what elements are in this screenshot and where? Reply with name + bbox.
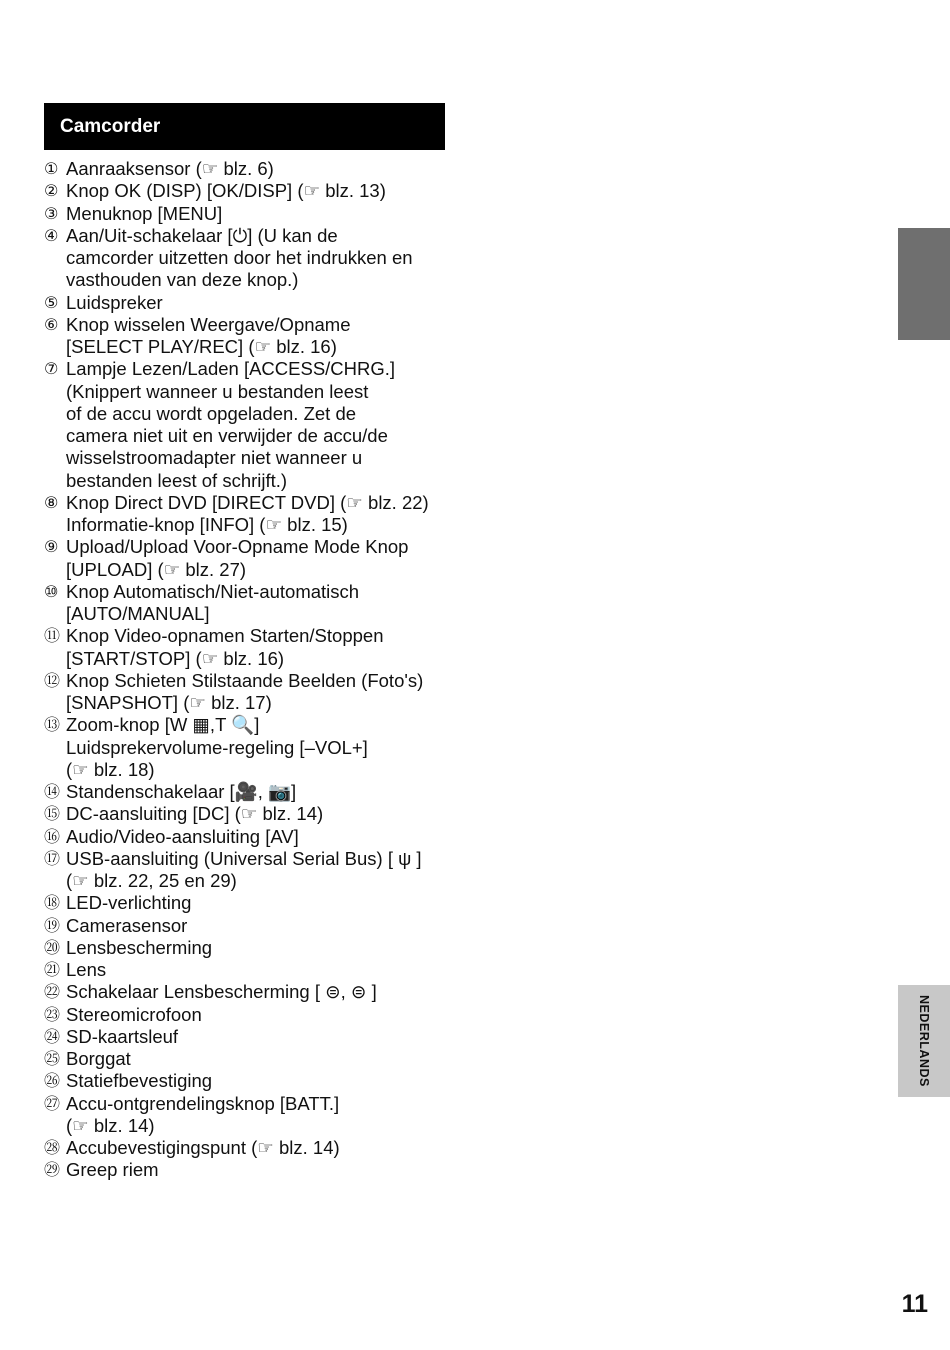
item-text [66,803,454,825]
item-number: ㉙ [44,1160,61,1180]
list-item [44,1004,454,1026]
item-text [66,848,454,893]
item-number: ③ [44,203,59,223]
item-number: ⑧ [44,492,59,512]
list-item [44,826,454,848]
item-text [66,1004,454,1026]
item-text-line: Statiefbevestiging [66,1070,213,1092]
parts-list [44,158,454,1182]
item-number: ⑦ [44,359,59,379]
item-text [66,625,454,670]
list-item [44,1159,454,1181]
item-text [66,670,454,715]
item-number: ㉖ [44,1071,61,1091]
item-text-line: Zoom-knop [W ▦,T 🔍] [66,714,260,736]
list-item [44,292,454,314]
list-item [44,1093,454,1138]
item-text-line: [AUTO/MANUAL] [66,603,210,624]
item-number: ⑩ [44,581,59,601]
item-number: ㉗ [44,1093,61,1113]
list-item [44,981,454,1003]
item-text [66,314,454,359]
list-item [44,358,454,492]
item-text-line: Knop Direct DVD [DIRECT DVD] (☞ blz. 22) [66,491,429,513]
item-text [66,714,454,781]
item-text-line: Menuknop [MENU] [66,202,223,224]
list-item [44,314,454,359]
item-number: ㉓ [44,1004,61,1024]
list-item [44,714,454,781]
item-text-line: Informatie-knop [INFO] (☞ blz. 15) [66,514,348,535]
section-header [44,103,445,150]
item-number: ⑳ [44,937,61,957]
item-text [66,581,454,626]
item-text [66,180,454,202]
item-text-line: Aan/Uit-schakelaar [⏻] (U kan de [66,224,338,246]
item-text [66,981,454,1003]
item-text [66,826,454,848]
item-text [66,892,454,914]
item-text-line: wisselstroomadapter niet wanneer u [66,447,363,469]
item-text [66,937,454,959]
item-text-line: (☞ blz. 22, 25 en 29) [66,870,237,891]
item-text [66,158,454,180]
list-item [44,1137,454,1159]
item-text-line: Schakelaar Lensbescherming [ ⊜, ⊜ ] [66,981,377,1003]
item-text-line: Accubevestigingspunt (☞ blz. 14) [66,1137,340,1158]
item-number: ⑬ [44,715,61,735]
item-number: ⑥ [44,314,59,334]
list-item [44,781,454,803]
page-number: 11 [901,1290,928,1318]
item-text [66,959,454,981]
list-item [44,203,454,225]
item-text-line: Knop wisselen Weergave/Opname [66,313,351,335]
list-item [44,670,454,715]
list-item [44,225,454,292]
item-text [66,203,454,225]
item-text-line: Standenschakelaar [🎥, 📷] [66,781,297,802]
item-text [66,1026,454,1048]
item-number: ㉕ [44,1049,61,1068]
item-text-line: camcorder uitzetten door het indrukken en [66,247,413,268]
list-item [44,492,454,537]
item-number: ② [44,181,59,201]
item-text-line: [START/STOP] (☞ blz. 16) [66,647,285,669]
item-text-line: (☞ blz. 14) [66,1114,155,1136]
item-number: ⑤ [44,292,59,312]
language-tab [898,985,950,1097]
item-number: ⑰ [44,848,61,868]
item-text-line: Greep riem [66,1159,159,1181]
item-text-line: Lampje Lezen/Laden [ACCESS/CHRG.] [66,358,396,380]
list-item [44,536,454,581]
item-text [66,536,454,581]
item-text [66,1137,454,1159]
item-text-line: vasthouden van deze knop.) [66,269,299,291]
item-number: ㉘ [44,1138,61,1157]
item-text-line: Lens [66,959,107,980]
item-text-line: SD-kaartsleuf [66,1025,179,1047]
item-text-line: [SELECT PLAY/REC] (☞ blz. 16) [66,336,337,357]
list-item [44,937,454,959]
chapter-tab-marker [898,228,950,340]
item-text [66,1159,454,1181]
item-text-line: Camerasensor [66,914,188,936]
item-number: ④ [44,225,59,245]
item-text [66,492,454,537]
item-number: ⑯ [44,826,61,846]
item-text-line: (☞ blz. 18) [66,758,155,780]
item-text-line: bestanden leest of schrijft.) [66,469,288,491]
item-text-line: Audio/Video-aansluiting [AV] [66,825,299,847]
item-text [66,292,454,314]
item-text-line: [UPLOAD] (☞ blz. 27) [66,558,247,580]
list-item [44,803,454,825]
list-item [44,581,454,626]
item-number: ⑨ [44,537,59,557]
section-title: Camcorder [60,115,161,137]
item-text-line: DC-aansluiting [DC] (☞ blz. 14) [66,803,324,825]
item-text [66,915,454,937]
item-number: ⑱ [44,893,61,913]
item-text-line: Accu-ontgrendelingsknop [BATT.] [66,1092,340,1114]
item-text-line: LED-verlichting [66,892,192,914]
item-number: ㉑ [44,960,61,979]
item-text-line: (Knippert wanneer u bestanden leest [66,380,369,402]
item-number: ㉒ [44,982,61,1002]
list-item [44,180,454,202]
list-item [44,1070,454,1092]
item-text [66,225,454,292]
item-number: ㉔ [44,1026,61,1046]
item-number: ⑭ [44,782,61,801]
list-item [44,848,454,893]
item-text-line: Borggat [66,1048,131,1069]
item-text-line: Upload/Upload Voor-Opname Mode Knop [66,536,409,558]
item-text [66,358,454,492]
item-text-line: Stereomicrofoon [66,1003,202,1025]
list-item [44,915,454,937]
item-text-line: Lensbescherming [66,936,213,958]
item-text-line: camera niet uit en verwijder de accu/de [66,425,388,446]
item-number: ⑫ [44,670,61,690]
item-number: ① [44,159,59,178]
item-text-line: Aanraaksensor (☞ blz. 6) [66,158,274,179]
item-number: ⑲ [44,915,61,935]
item-text-line: Knop OK (DISP) [OK/DISP] (☞ blz. 13) [66,180,386,202]
item-text-line: of de accu wordt opgeladen. Zet de [66,402,357,424]
item-number: ⑪ [44,626,61,646]
list-item [44,158,454,180]
item-text-line: Luidsprekervolume-regeling [–VOL+] [66,736,368,758]
item-number: ⑮ [44,804,61,824]
item-text-line: Knop Video-opnamen Starten/Stoppen [66,625,384,647]
list-item [44,892,454,914]
item-text [66,781,454,803]
list-item [44,625,454,670]
item-text-line: Knop Schieten Stilstaande Beelden (Foto's) [66,669,424,691]
item-text-line: [SNAPSHOT] (☞ blz. 17) [66,692,272,713]
list-item [44,1026,454,1048]
item-text [66,1070,454,1092]
item-text [66,1048,454,1070]
language-tab-label: NEDERLANDS [917,995,931,1087]
item-text-line: Knop Automatisch/Niet-automatisch [66,580,360,602]
item-text [66,1093,454,1138]
list-item [44,959,454,981]
item-text-line: USB-aansluiting (Universal Serial Bus) [ ψ ] [66,847,422,869]
item-text-line: Luidspreker [66,291,163,313]
list-item [44,1048,454,1070]
